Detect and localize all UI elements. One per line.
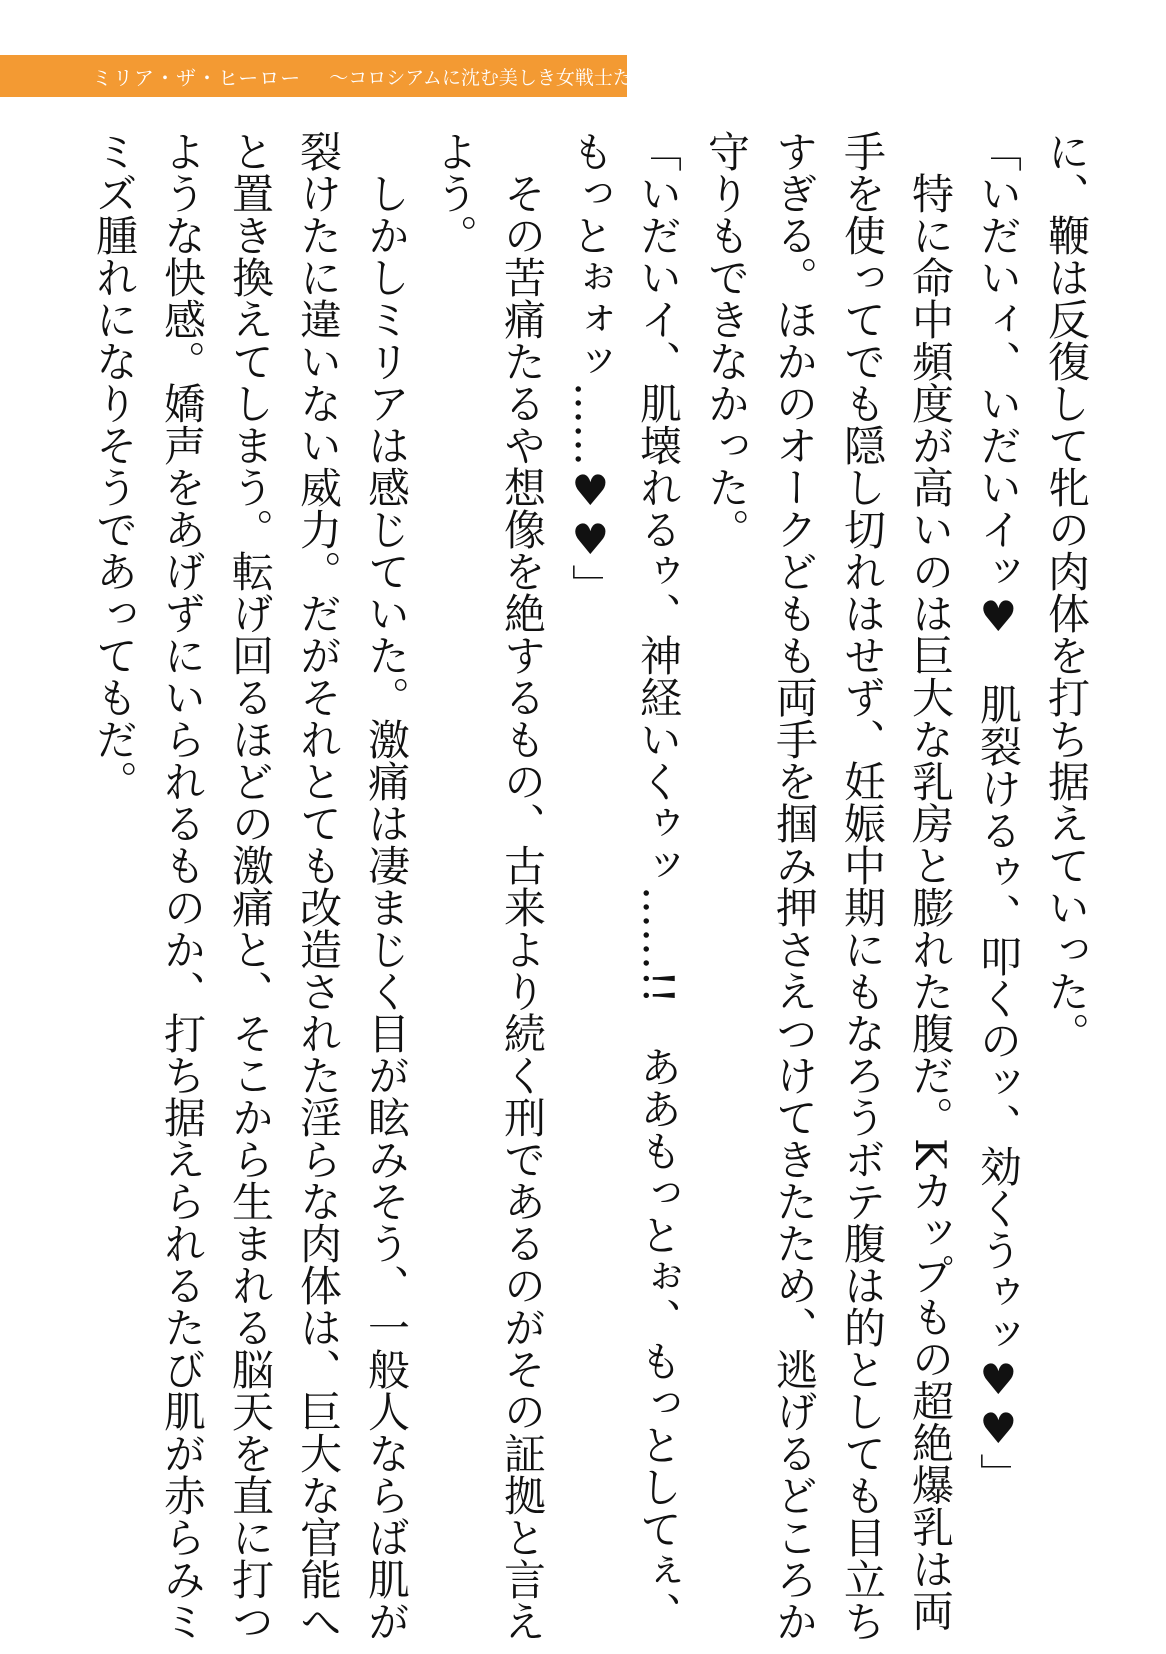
text-column: と置き換えてしまう。転げ回るほどの激痛と、そこから生まれる脳天を直に打つ <box>226 130 275 1642</box>
text-column: しかしミリアは感じていた。激痛は凄まじく目が眩みそう、一般人ならば肌が <box>362 130 411 1642</box>
running-header <box>0 55 670 97</box>
text-column: 「いだいイ、肌壊れるゥ、神経いくゥッ……!! ああもっとぉ、もっとしてぇ、 <box>634 130 683 1634</box>
text-column: 特に命中頻度が高いのは巨大な乳房と膨れた腹だ。Kカップもの超絶爆乳は両 <box>906 130 955 1632</box>
book-title: ミリア・ザ・ヒーロー <box>92 65 302 90</box>
text-column: その苦痛たるや想像を絶するもの、古来より続く刑であるのがその証拠と言え <box>498 130 547 1642</box>
text-column: 手を使ってでも隠し切れはせず、妊娠中期にもなろうボテ腹は的としても目立ち <box>838 130 887 1642</box>
text-column: に、鞭は反復して牝の肉体を打ち据えていった。 <box>1042 130 1091 1054</box>
text-column: 裂けたに違いない威力。だがそれとても改造された淫らな肉体は、巨大な官能へ <box>294 130 343 1642</box>
text-column: ような快感。嬌声をあげずにいられるものか、打ち据えられるたび肌が赤らみミ <box>158 130 207 1642</box>
book-subtitle: ～コロシアムに沈む美しき女戦士たち～ <box>329 66 670 89</box>
text-column: もっとぉォッ……♥♥」 <box>566 130 615 606</box>
text-column: よう。 <box>430 130 479 256</box>
text-column: 守りもできなかった。 <box>702 130 751 550</box>
text-column: 「いだいィ、いだいイッ♥ 肌裂けるゥ、叩くのッ、効くうゥッ♥♥」 <box>974 130 1023 1495</box>
vertical-text-body <box>70 130 1100 1642</box>
text-column: ミズ腫れになりそうであってもだ。 <box>90 130 139 802</box>
text-column: すぎる。ほかのオークどもも両手を掴み押さえつけてきたため、逃げるどころか <box>770 130 819 1642</box>
